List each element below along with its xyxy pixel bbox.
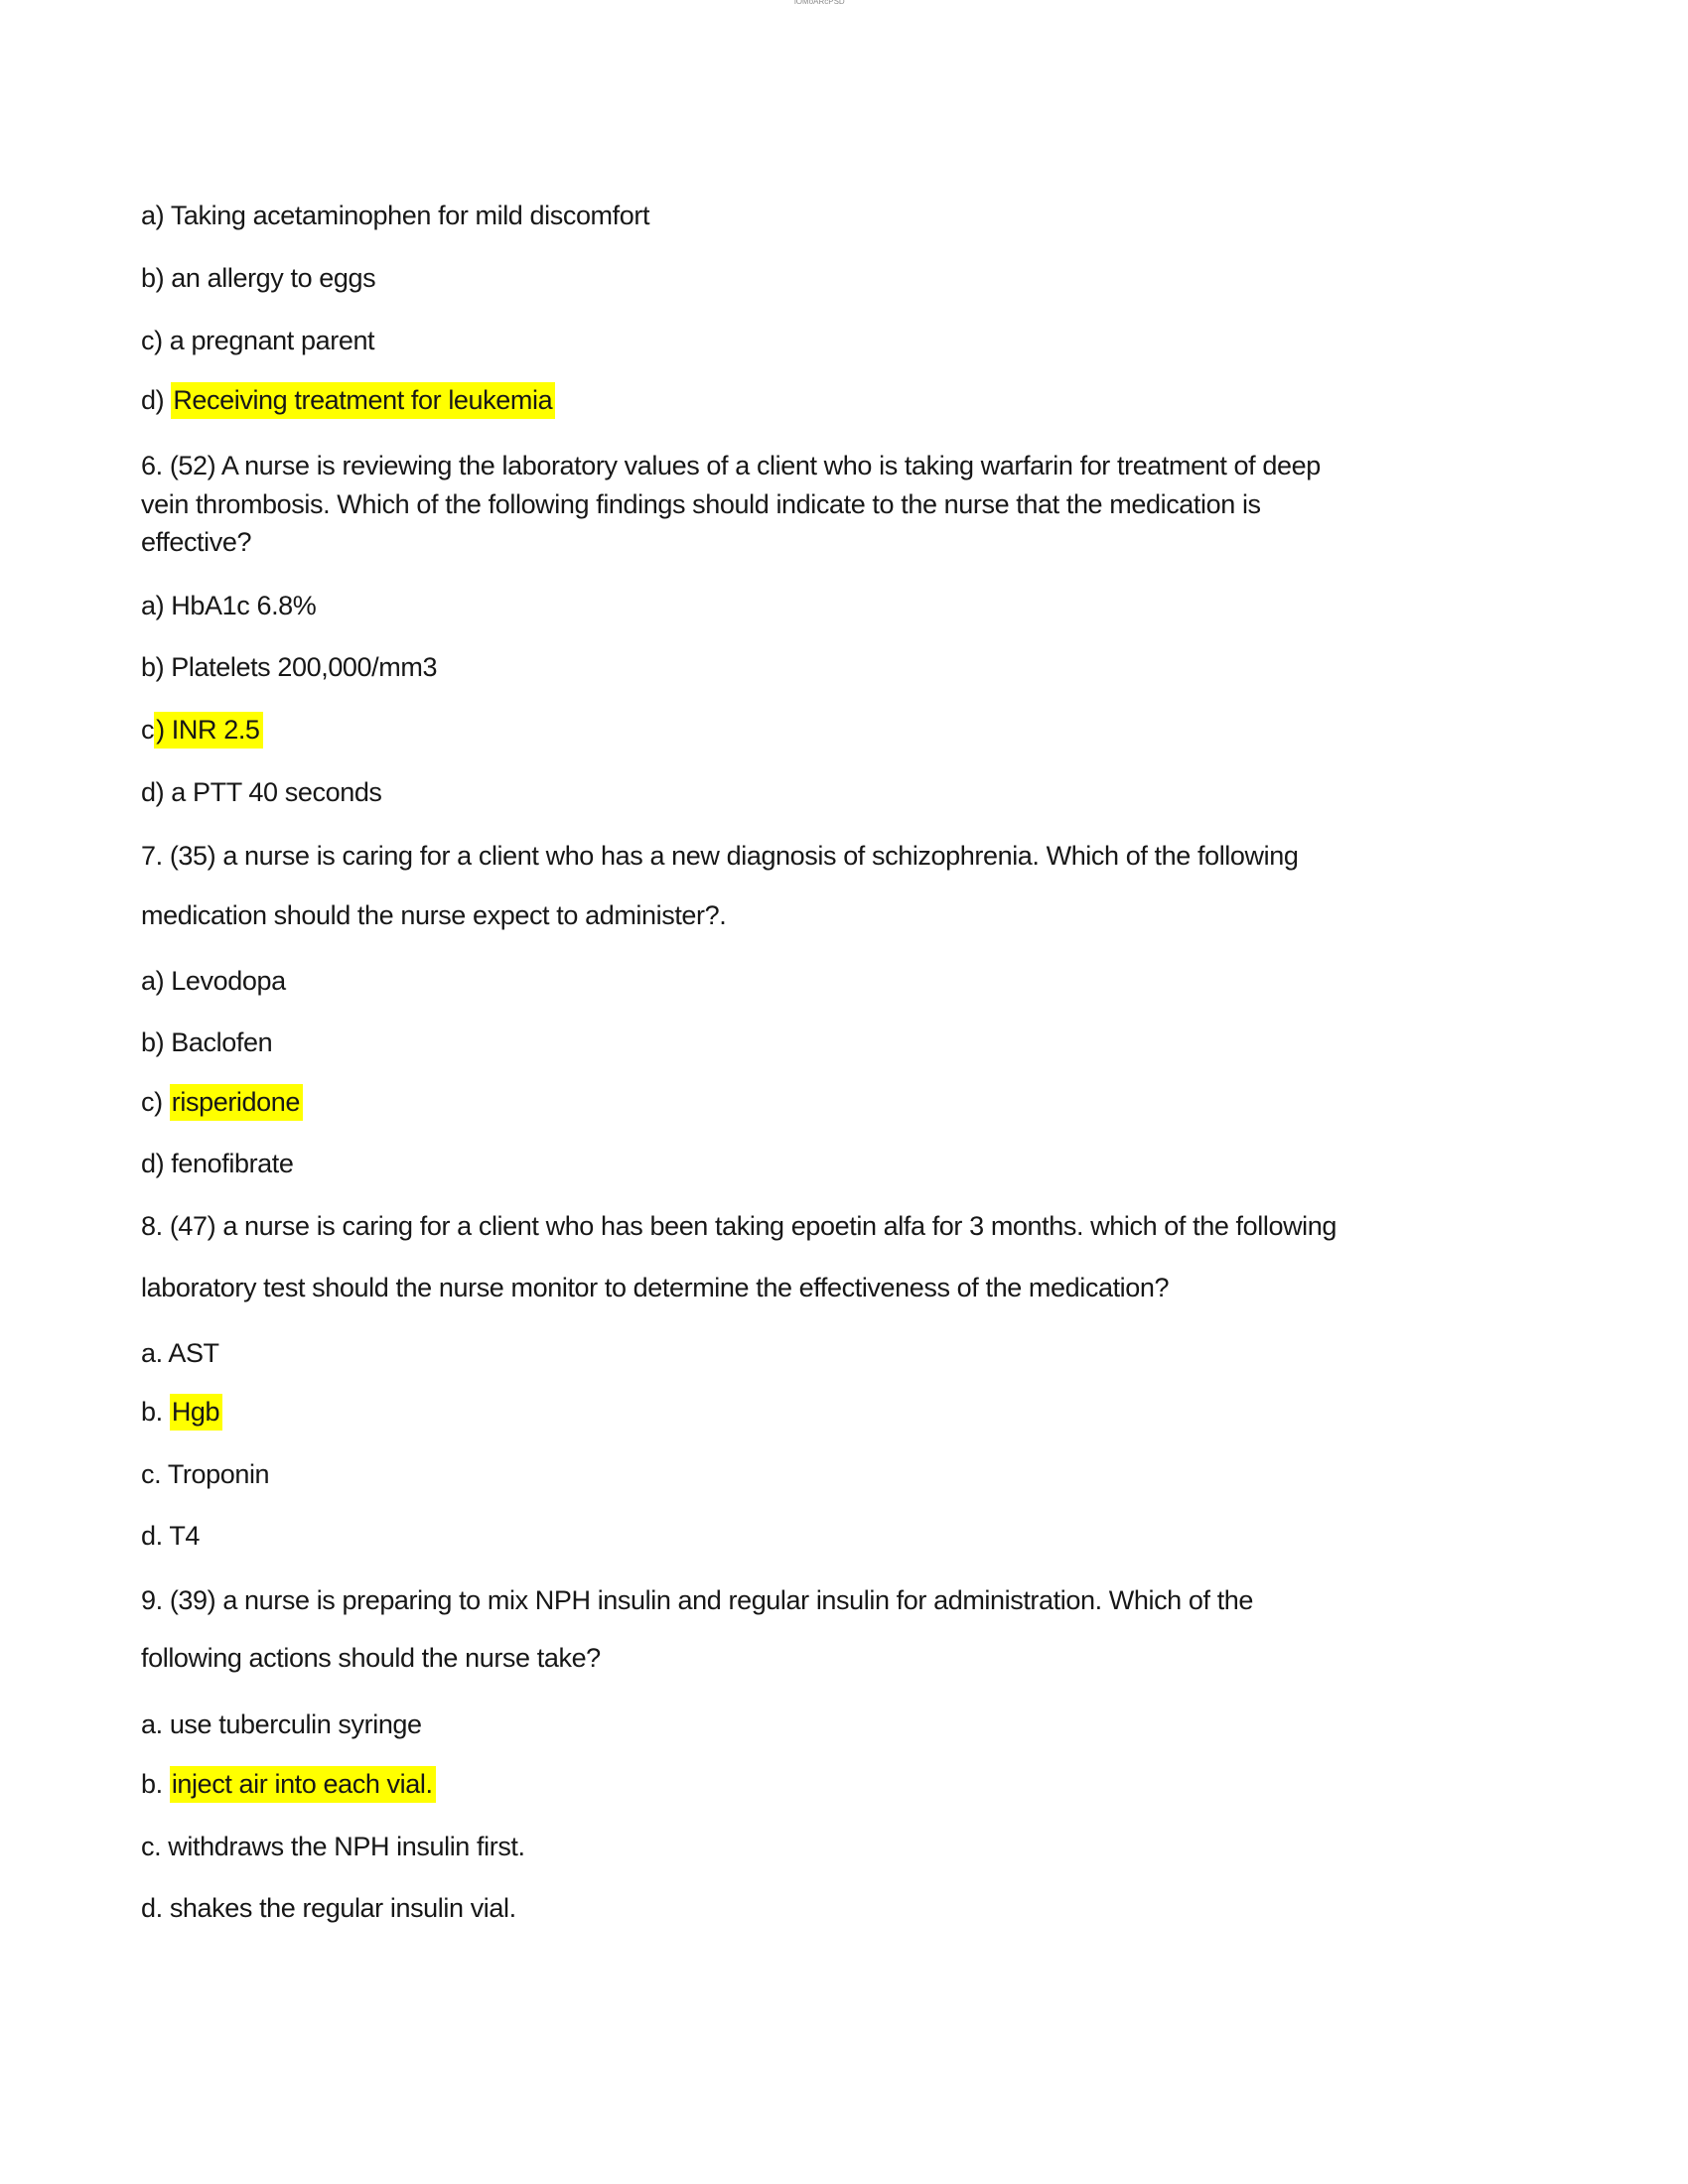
question-text-line: 8. (47) a nurse is caring for a client who has been taking epoetin alfa for 3 months. which of the following	[141, 1211, 1337, 1241]
answer-option: d) a PTT 40 seconds	[141, 777, 382, 807]
answer-option: c. withdraws the NPH insulin first.	[141, 1832, 525, 1861]
highlighted-answer: Receiving treatment for leukemia	[171, 382, 555, 419]
question-text-line: following actions should the nurse take?	[141, 1643, 601, 1673]
answer-option: c) a pregnant parent	[141, 326, 375, 355]
option-prefix: c	[141, 715, 155, 745]
option-prefix: b.	[141, 1397, 170, 1427]
answer-option	[141, 1392, 222, 1432]
highlighted-answer: risperidone	[170, 1084, 303, 1121]
answer-option: b) an allergy to eggs	[141, 263, 376, 293]
answer-option: a) Levodopa	[141, 966, 286, 996]
question-text-line: 6. (52) A nurse is reviewing the laboratory values of a client who is taking warfarin for treatment of deep	[141, 451, 1321, 480]
question-text-line: effective?	[141, 527, 252, 557]
highlighted-answer: inject air into each vial.	[170, 1766, 436, 1803]
option-prefix: c)	[141, 1087, 170, 1117]
highlighted-answer: ) INR 2.5	[154, 712, 262, 749]
question-text-line: 9. (39) a nurse is preparing to mix NPH insulin and regular insulin for administration. Which of the	[141, 1585, 1254, 1615]
answer-option: a. use tuberculin syringe	[141, 1709, 422, 1739]
option-prefix: b.	[141, 1769, 170, 1799]
question-text-line: 7. (35) a nurse is caring for a client who has a new diagnosis of schizophrenia. Which of the following	[141, 841, 1299, 871]
answer-option	[141, 1082, 303, 1122]
question-text-line: vein thrombosis. Which of the following findings should indicate to the nurse that the medication is	[141, 489, 1261, 519]
answer-option: a. AST	[141, 1338, 219, 1368]
answer-option: c. Troponin	[141, 1459, 270, 1489]
answer-option: d. shakes the regular insulin vial.	[141, 1893, 516, 1923]
answer-option: a) Taking acetaminophen for mild discomfort	[141, 201, 650, 230]
answer-option: a) HbA1c 6.8%	[141, 591, 317, 620]
highlighted-answer: Hgb	[170, 1394, 222, 1431]
watermark-text: lOMoARcPSD	[794, 0, 845, 6]
question-text-line: medication should the nurse expect to administer?.	[141, 900, 727, 930]
answer-option: d. T4	[141, 1521, 201, 1551]
answer-option: b) Baclofen	[141, 1027, 273, 1057]
answer-option	[141, 1764, 436, 1804]
option-prefix: d)	[141, 385, 172, 415]
answer-option: b) Platelets 200,000/mm3	[141, 652, 438, 682]
answer-option	[141, 380, 555, 420]
question-text-line: laboratory test should the nurse monitor to determine the effectiveness of the medication?	[141, 1273, 1170, 1302]
answer-option: d) fenofibrate	[141, 1149, 294, 1178]
answer-option	[141, 710, 263, 750]
